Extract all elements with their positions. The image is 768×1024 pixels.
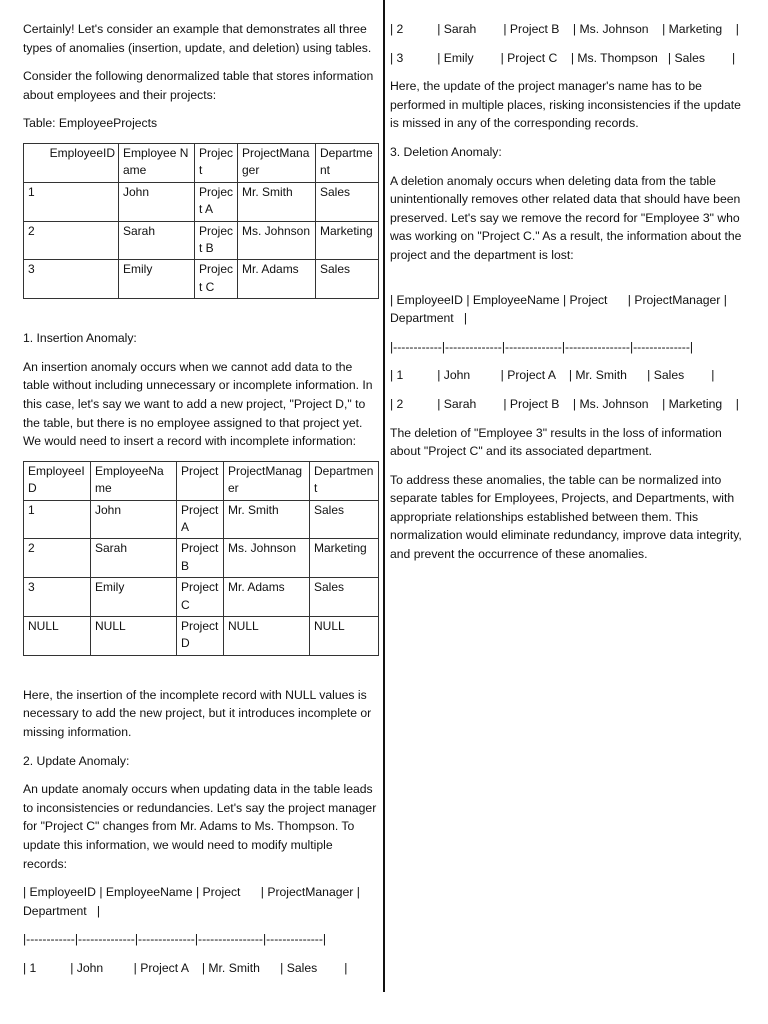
table-cell: Sales <box>316 260 379 299</box>
update-paragraph: An update anomaly occurs when updating data in the table leads to inconsistencies or redundancies. Let's say the project manager for "Project C" changes from Mr. Adams to Ms. Thompson. To update this information, we would need to modify multiple records: <box>23 782 377 871</box>
table-row <box>24 500 379 539</box>
header-cell: Employee Name <box>119 143 195 182</box>
pipe-table-separator: |------------|--------------|--------------|----------------|--------------| <box>23 932 327 947</box>
update-heading: 2. Update Anomaly: <box>23 753 130 768</box>
table-cell: 2 <box>24 221 119 260</box>
table-cell: NULL <box>224 617 310 656</box>
intro-paragraph: Certainly! Let's consider an example that demonstrates all three types of anomalies (insertion, update, and deletion) using tables. <box>23 22 372 55</box>
header-cell: Department <box>316 143 379 182</box>
table-row <box>24 260 379 299</box>
insertion-result-paragraph: Here, the insertion of the incomplete record with NULL values is necessary to add the new project, but it introduces incomplete or missing information. <box>23 687 372 740</box>
table-cell: Emily <box>91 578 177 617</box>
spacer <box>390 275 750 291</box>
table-cell: Project D <box>177 617 224 656</box>
table-cell: Mr. Smith <box>238 182 316 221</box>
table-cell: Marketing <box>316 221 379 260</box>
table-row <box>24 182 379 221</box>
table-cell: NULL <box>24 617 91 656</box>
table-cell: NULL <box>91 617 177 656</box>
table-cell: Sales <box>310 578 379 617</box>
table-cell: 3 <box>24 578 91 617</box>
table-cell: Project B <box>195 221 238 260</box>
consider-paragraph: Consider the following denormalized table that stores information about employees and their projects: <box>23 69 374 102</box>
table-cell: NULL <box>310 617 379 656</box>
table-row <box>24 578 379 617</box>
employee-projects-table <box>23 143 379 299</box>
table-cell: 1 <box>24 500 91 539</box>
header-cell: ProjectManager <box>224 461 310 500</box>
pipe-table-header: | EmployeeID | EmployeeName | Project | ProjectManager | Department | <box>23 885 364 918</box>
table-cell: Emily <box>119 260 195 299</box>
pipe-table-separator: |------------|--------------|--------------|----------------|--------------| <box>390 339 694 354</box>
table-cell: Ms. Johnson <box>238 221 316 260</box>
header-cell: EmployeeID <box>24 461 91 500</box>
table-cell: Project A <box>195 182 238 221</box>
table-cell: Project C <box>177 578 224 617</box>
pipe-table-row: | 1 | John | Project A | Mr. Smith | Sales | <box>23 960 348 975</box>
column-divider <box>383 0 385 992</box>
header-cell: Department <box>310 461 379 500</box>
table-cell: Mr. Smith <box>224 500 310 539</box>
table-cell: Sales <box>310 500 379 539</box>
table-cell: Sales <box>316 182 379 221</box>
table-cell: Project B <box>177 539 224 578</box>
table-header-row <box>24 143 379 182</box>
insertion-table <box>23 461 379 656</box>
deletion-paragraph: A deletion anomaly occurs when deleting data from the table unintentionally removes other related data that should have been preserved. Let's say we remove the record for "Employee 3" who was working on "Project C." As a result, the information about the project and the department is lost: <box>390 173 742 262</box>
deletion-heading: 3. Deletion Anomaly: <box>390 144 502 159</box>
table-cell: John <box>119 182 195 221</box>
pipe-table-row: | 2 | Sarah | Project B | Ms. Johnson | Marketing | <box>390 22 739 36</box>
header-cell: EmployeeID <box>24 143 119 182</box>
table-cell: Marketing <box>310 539 379 578</box>
update-result-paragraph: Here, the update of the project manager's name has to be performed in multiple places, risking inconsistencies if the update is missed in any of the corresponding records. <box>390 79 741 131</box>
table-header-row <box>24 461 379 500</box>
table-cell: Project A <box>177 500 224 539</box>
conclusion-paragraph: To address these anomalies, the table can be normalized into separate tables for Employees, Projects, and Departments, with appropriate relationships established between them. This normalization would eliminate redundancy, improve data integrity, and prevent the occurrence of these anomalies. <box>390 472 742 562</box>
table-cell: 2 <box>24 539 91 578</box>
table-cell: 3 <box>24 260 119 299</box>
left-column <box>23 20 377 988</box>
table-cell: John <box>91 500 177 539</box>
table-cell: Sarah <box>91 539 177 578</box>
table-cell: Mr. Adams <box>224 578 310 617</box>
table-row <box>24 221 379 260</box>
table-row <box>24 539 379 578</box>
right-column <box>390 20 750 574</box>
table-row <box>24 617 379 656</box>
header-cell: Project <box>195 143 238 182</box>
table-caption: Table: EmployeeProjects <box>23 116 158 131</box>
table-cell: 1 <box>24 182 119 221</box>
table-cell: Project C <box>195 260 238 299</box>
pipe-table-row: | 2 | Sarah | Project B | Ms. Johnson | Marketing | <box>390 396 739 411</box>
pipe-table-row: | 3 | Emily | Project C | Ms. Thompson | Sales | <box>390 50 736 65</box>
header-cell: Project <box>177 461 224 500</box>
pipe-table-row: | 1 | John | Project A | Mr. Smith | Sales | <box>390 368 715 383</box>
insertion-paragraph: An insertion anomaly occurs when we cannot add data to the table without including unnecessary or incomplete information. In this case, let's say we want to add a new project, "Project D," to the table, but there is no employee assigned to that project yet. We would need to insert a record with incomplete information: <box>23 359 373 449</box>
deletion-result-paragraph: The deletion of "Employee 3" results in the loss of information about "Project C" and its associated department. <box>390 425 722 459</box>
table-cell: Sarah <box>119 221 195 260</box>
header-cell: ProjectManager <box>238 143 316 182</box>
insertion-heading: 1. Insertion Anomaly: <box>23 331 137 346</box>
table-cell: Ms. Johnson <box>224 539 310 578</box>
pipe-table-header: | EmployeeID | EmployeeName | Project | ProjectManager | Department | <box>390 292 731 326</box>
table-cell: Mr. Adams <box>238 260 316 299</box>
header-cell: EmployeeName <box>91 461 177 500</box>
